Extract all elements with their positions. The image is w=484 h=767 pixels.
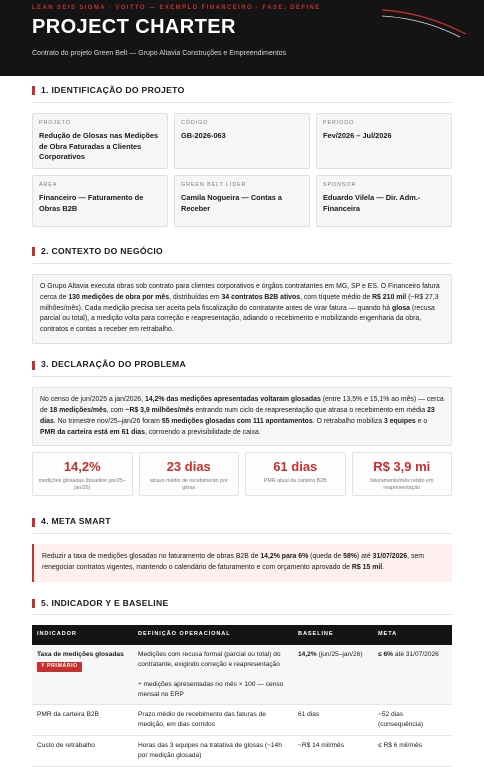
kpi-row	[32, 452, 452, 496]
column-header: DEFINIÇÃO OPERACIONAL	[133, 625, 293, 645]
section-problem	[0, 359, 484, 496]
identification-cards	[32, 113, 452, 228]
card-value: Financeiro — Faturamento de Obras B2B	[39, 193, 144, 214]
section-title: 1. IDENTIFICAÇÃO DO PROJETO	[41, 85, 185, 95]
card-periodo	[316, 113, 452, 170]
column-header: BASELINE	[293, 625, 373, 645]
kicker: LEAN SEIS SIGMA · VOITTO — EXEMPLO FINANCEIRO · FASE: DEFINE	[32, 5, 321, 11]
section-indicator	[0, 598, 484, 767]
card-value: Eduardo Vilela — Dir. Adm.-Financeira	[323, 193, 421, 214]
context-text: O Grupo Altavia executa obras sob contrato para clientes corporativos e órgãos contratantes em MG, SP e ES. O Financeiro fatura cerca de 130 medições de obra por mês, distribuídas em 34 contratos B2B ativos, com tíquete médio de R$ 210 mil (~R$ 27,3 milhões/mês). Cada medição precisa ser aceita pela fiscalização do contratante antes de virar fatura — quando há glosa (recusa parcial ou total), a medição volta para correção e reapresentação, adiando o recebimento e mobilizando engenharia da obra, contratos e contas a receber em retrabalho.	[32, 274, 452, 345]
header	[0, 0, 484, 76]
card-label: PROJETO	[39, 119, 71, 126]
divider	[32, 102, 452, 103]
card-green-belt	[174, 175, 310, 227]
divider	[32, 614, 452, 615]
page-title: PROJECT CHARTER	[32, 16, 236, 39]
section-marker	[32, 518, 35, 527]
card-label: SPONSOR	[323, 182, 357, 189]
table-cell: PMR da carteira B2B	[32, 705, 133, 736]
table-cell: Prazo médio de recebimento das faturas de medição, em dias corridos	[133, 705, 293, 736]
table-cell: ~R$ 14 mil/mês	[293, 736, 373, 767]
divider	[32, 533, 452, 534]
section-title: 4. META SMART	[41, 516, 111, 527]
table-cell: Medições com recusa formal (parcial ou total) do contratante, exigindo correção e reapresentação ÷ medições apresentadas no mês × 100 — censo mensal no ERP	[133, 645, 293, 705]
section-marker	[32, 599, 35, 608]
kpi-card	[245, 452, 346, 496]
card-label: PERÍODO	[323, 119, 355, 126]
section-marker	[32, 361, 35, 370]
decorative-curve	[380, 4, 470, 38]
card-value: Fev/2026 – Jul/2026	[323, 130, 392, 140]
card-value: Camila Nogueira — Contas a Receber	[181, 193, 283, 214]
divider	[32, 263, 452, 264]
table-cell: Custo de retrabalho	[32, 736, 133, 767]
table-cell: ~52 dias (consequência)	[373, 705, 452, 736]
column-header: META	[373, 625, 452, 645]
card-label: CÓDIGO	[181, 119, 209, 126]
section-title: 5. INDICADOR Y E BASELINE	[41, 597, 169, 608]
section-marker	[32, 247, 35, 256]
card-label: ÁREA	[39, 182, 58, 189]
kpi-label: medições glosadas (baseline jun/25–jan/26)	[38, 477, 126, 492]
table-cell: 61 dias	[293, 705, 373, 736]
table-row	[32, 736, 452, 767]
table-cell: Horas das 3 equipes na tratativa de glosas (~14h por medição glosada)	[133, 736, 293, 767]
section-title: 3. DECLARAÇÃO DO PROBLEMA	[41, 359, 187, 370]
smart-goal-text: Reduzir a taxa de medições glosadas no faturamento de obras B2B de 14,2% para 6% (queda de 58%) até 31/07/2026, sem renegociar contratos vigentes, mantendo o calendário de faturamento e com orçamento aprovado de R$ 15 mil.	[32, 544, 452, 582]
table-header-row	[32, 625, 452, 645]
kpi-card	[139, 452, 240, 496]
kpi-value: 23 dias	[166, 459, 211, 475]
card-value: Redução de Glosas nas Medições de Obra Faturadas a Clientes Corporativos	[39, 130, 159, 162]
section-identification	[0, 85, 484, 227]
column-header: INDICADOR	[32, 625, 133, 645]
table-cell: ≤ R$ 6 mil/mês	[373, 736, 452, 767]
kpi-value: R$ 3,9 mi	[373, 459, 431, 475]
card-area	[32, 175, 168, 227]
page-subtitle: Contrato do projeto Green Belt — Grupo Altavia Construções e Empreendimentos	[32, 50, 287, 58]
section-context	[0, 246, 484, 344]
section-title: 2. CONTEXTO DO NEGÓCIO	[41, 246, 163, 257]
card-sponsor	[316, 175, 452, 227]
problem-text: No censo de jun/2025 a jan/2026, 14,2% das medições apresentadas voltaram glosadas (entre 13,5% e 15,1% ao mês) — cerca de 18 medições/mês, com ~R$ 3,9 milhões/mês entrando num ciclo de reapresentação que atrasa o recebimento em média 23 dias. No trimestre nov/25–jan/26 foram 55 medições glosadas com 111 apontamentos. O retrabalho mobiliza 3 equipes e o PMR da carteira está em 61 dias, corroendo a previsibilidade de caixa.	[32, 387, 452, 447]
table-row	[32, 705, 452, 736]
kpi-label: atraso médio de recebimento por glosa	[149, 477, 228, 492]
kpi-card	[352, 452, 453, 496]
divider	[32, 376, 452, 377]
card-codigo	[174, 113, 310, 170]
kpi-value: 14,2%	[63, 459, 101, 475]
card-projeto	[32, 113, 168, 170]
section-marker	[32, 86, 35, 95]
section-smart-goal	[0, 516, 484, 581]
card-label: GREEN BELT LÍDER	[181, 182, 247, 189]
kpi-label: PMR atual da carteira B2B	[263, 477, 327, 484]
table-cell: ≤ 6% até 31/07/2026	[373, 645, 452, 705]
primary-badge: Y PRIMÁRIO	[37, 662, 82, 672]
kpi-label: faturamento/mês retido em reapresentação	[370, 477, 434, 492]
kpi-value: 61 dias	[273, 459, 318, 475]
kpi-card	[32, 452, 133, 496]
table-cell: 14,2% (jun/25–jan/26)	[293, 645, 373, 705]
table-cell: Taxa de medições glosadas Y PRIMÁRIO	[32, 645, 133, 705]
table-row	[32, 645, 452, 705]
indicator-table	[32, 625, 452, 767]
card-value: GB-2026-063	[181, 130, 226, 140]
